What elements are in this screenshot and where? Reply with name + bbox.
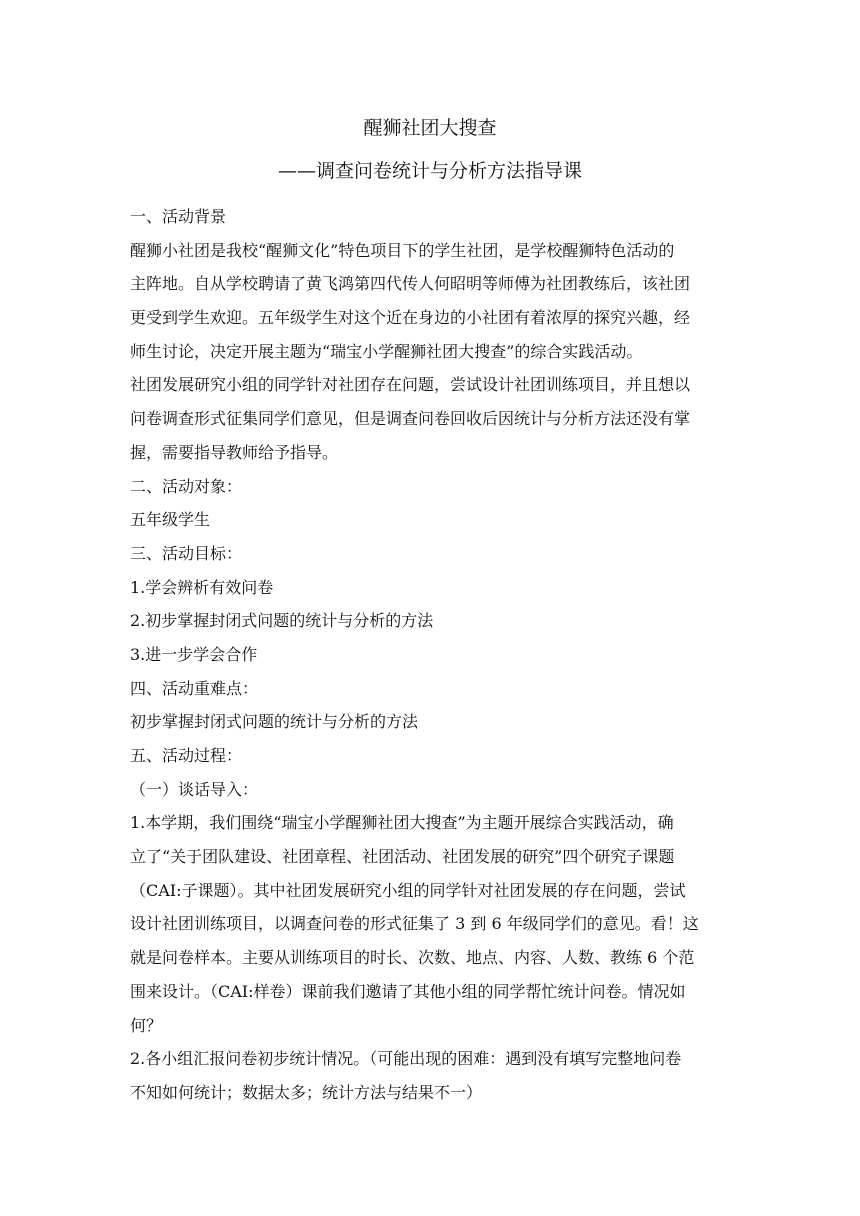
paragraph-line: 不知如何统计；数据太多；统计方法与结果不一） — [130, 1082, 483, 1102]
paragraph-line: （CAI:子课题）。其中社团发展研究小组的同学针对社团发展的存在问题，尝试 — [130, 880, 686, 900]
document-title: 醒狮社团大搜查 — [363, 117, 497, 139]
paragraph-line: 师生讨论，决定开展主题为“瑞宝小学醒狮社团大搜查”的综合实践活动。 — [130, 341, 643, 361]
paragraph-line: 社团发展研究小组的同学针对社团存在问题，尝试设计社团训练项目，并且想以 — [130, 375, 691, 395]
paragraph-line: 设计社团训练项目，以调查问卷的形式征集了 3 到 6 年级同学们的意见。看！这 — [130, 914, 699, 934]
paragraph-line: 何？ — [130, 1015, 163, 1035]
section-heading: 三、活动目标： — [130, 543, 243, 563]
section-heading: 一、活动背景 — [130, 207, 227, 226]
subsection-heading: （一）谈话导入： — [130, 779, 259, 799]
paragraph-line: 更受到学生欢迎。五年级学生对这个近在身边的小社团有着浓厚的探究兴趣，经 — [130, 308, 691, 328]
paragraph-line: 五年级学生 — [130, 510, 211, 530]
paragraph-line: 醒狮小社团是我校“醒狮文化”特色项目下的学生社团，是学校醒狮特色活动的 — [130, 240, 675, 260]
paragraph-line: 就是问卷样本。主要从训练项目的时长、次数、地点、内容、人数、教练 6 个范 — [130, 948, 695, 968]
document-subtitle: ——调查问卷统计与分析方法指导课 — [277, 160, 582, 182]
paragraph-line: 1.本学期，我们围绕“瑞宝小学醒狮社团大搜查”为主题开展综合实践活动，确 — [130, 813, 674, 833]
paragraph-line: 初步掌握封闭式问题的统计与分析的方法 — [130, 712, 419, 732]
paragraph-line: 围来设计。（CAI:样卷）课前我们邀请了其他小组的同学帮忙统计问卷。情况如 — [130, 981, 686, 1001]
list-item: 1.学会辨析有效问卷 — [130, 577, 274, 597]
paragraph-line: 握，需要指导教师给予指导。 — [130, 442, 339, 462]
paragraph-line: 立了“关于团队建设、社团章程、社团活动、社团发展的研究”四个研究子课题 — [130, 847, 675, 867]
section-heading: 五、活动过程： — [130, 746, 243, 765]
list-item: 3.进一步学会合作 — [130, 644, 258, 664]
document-body — [130, 200, 740, 1110]
section-heading: 四、活动重难点： — [130, 678, 259, 698]
paragraph-line: 主阵地。自从学校聘请了黄飞鸿第四代传人何昭明等师傅为社团教练后，该社团 — [130, 274, 691, 294]
paragraph-line: 2.各小组汇报问卷初步统计情况。（可能出现的困难：遇到没有填写完整地问卷 — [130, 1049, 682, 1069]
list-item: 2.初步掌握封闭式问题的统计与分析的方法 — [130, 611, 434, 631]
section-heading: 二、活动对象： — [130, 476, 243, 496]
paragraph-line: 问卷调查形式征集同学们意见，但是调查问卷回收后因统计与分析方法还没有掌 — [130, 409, 691, 429]
